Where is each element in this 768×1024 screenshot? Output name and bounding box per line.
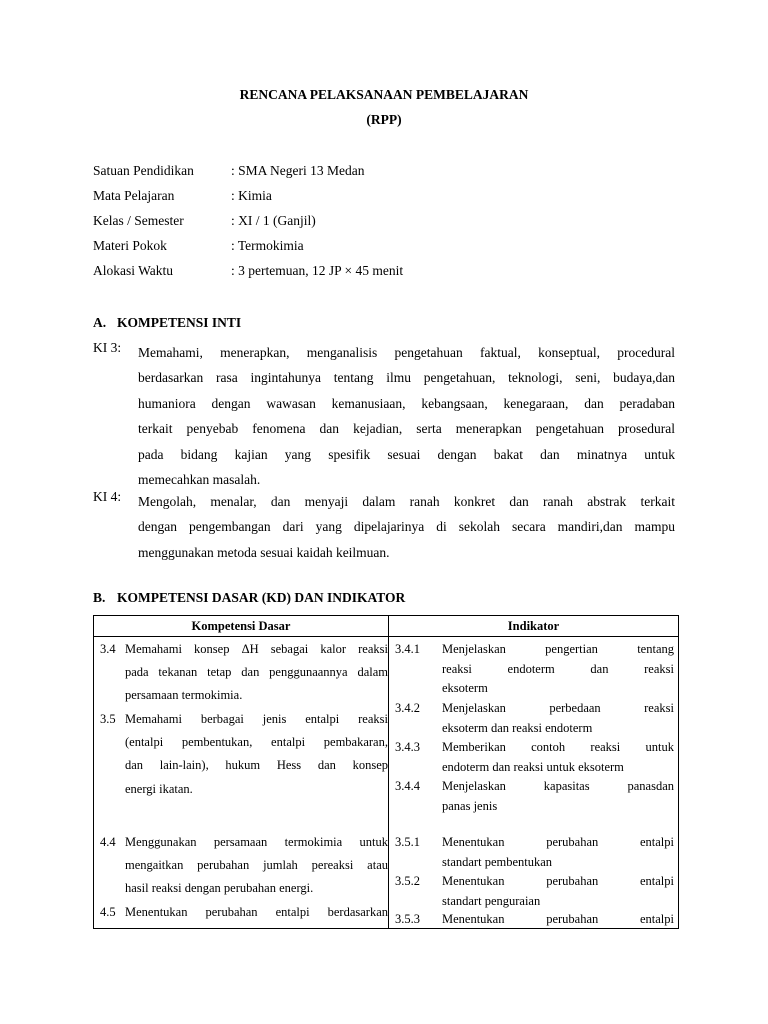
meta-value: : XI / 1 (Ganjil) <box>231 213 316 228</box>
ind-number: 3.5.1 <box>395 835 420 849</box>
ki3-line: humaniora dengan wawasan kemanusiaan, kebangsaan, kenegaraan, dan peradaban <box>138 395 675 411</box>
ind-number: 3.5.3 <box>395 912 420 926</box>
document-subtitle: (RPP) <box>366 112 402 127</box>
kd-line: persamaan termokimia. <box>125 688 243 703</box>
ind-number: 3.5.2 <box>395 874 420 888</box>
kd-column <box>94 637 389 929</box>
kd-indicator-table <box>93 615 679 929</box>
kd-line: Memahami konsep ΔH sebagai kalor reaksi <box>125 642 388 656</box>
meta-value: : Termokimia <box>231 238 304 253</box>
ind-text <box>442 699 674 738</box>
kd-text <box>125 831 388 901</box>
ind-line: Menjelaskan perbedaan reaksi <box>442 701 674 715</box>
ind-line: Menentukan perubahan entalpi <box>442 835 674 849</box>
ind-line: endoterm dan reaksi untuk eksoterm <box>442 759 624 774</box>
table-header-kd: Kompetensi Dasar <box>94 616 389 637</box>
ki3-line: Memahami, menerapkan, menganalisis pengetahuan faktual, konseptual, procedural <box>138 345 675 360</box>
indikator-column <box>389 637 679 929</box>
kd-number: 3.5 <box>100 712 116 726</box>
kd-text <box>125 901 388 924</box>
ki4-line: dengan pengembangan dari yang dipelajarinya di sekolah secara mandiri,dan mampu <box>138 519 675 535</box>
ki4-line: Mengolah, menalar, dan menyaji dalam ranah konkret dan ranah abstrak terkait <box>138 494 675 509</box>
ind-line: standart penguraian <box>442 893 541 908</box>
kd-line: energi ikatan. <box>125 781 193 796</box>
meta-row-mapel <box>93 188 693 208</box>
meta-value: : Kimia <box>231 188 272 203</box>
meta-label: Satuan Pendidikan <box>93 163 194 178</box>
ind-line: Menjelaskan kapasitas panasdan <box>442 779 674 793</box>
ind-line: Menentukan perubahan entalpi <box>442 912 674 926</box>
indikator-cell <box>389 637 678 928</box>
ki3-line: terkait penyebab fenomena dan kejadian, serta menerapkan pengetahuan prosedural <box>138 421 675 437</box>
ind-text <box>442 777 674 816</box>
ind-line: reaksi endoterm dan reaksi <box>442 661 674 676</box>
kd-line: mengaitkan perubahan jumlah pereaksi atau <box>125 858 388 873</box>
ki4-line: menggunakan metoda sesuai kaidah keilmuan. <box>138 544 390 560</box>
meta-value: : SMA Negeri 13 Medan <box>231 163 365 178</box>
ki3-line: memecahkan masalah. <box>138 471 261 487</box>
ki4-label: KI 4: <box>93 489 122 504</box>
section-a-heading <box>93 315 241 331</box>
ind-line: eksoterm <box>442 681 488 696</box>
kd-line: hasil reaksi dengan perubahan energi. <box>125 881 314 896</box>
ind-text <box>442 738 674 777</box>
ind-line: eksoterm dan reaksi endoterm <box>442 720 593 735</box>
kd-number: 4.5 <box>100 905 116 919</box>
table-header-indikator: Indikator <box>389 616 679 637</box>
meta-label: Materi Pokok <box>93 238 167 253</box>
ind-number: 3.4.1 <box>395 642 420 656</box>
kd-number: 3.4 <box>100 642 116 656</box>
meta-row-materi <box>93 238 693 258</box>
section-title: KOMPETENSI DASAR (KD) DAN INDIKATOR <box>117 590 406 605</box>
kd-line: Menggunakan persamaan termokimia untuk <box>125 835 388 849</box>
kd-line: dan lain-lain), hukum Hess dan konsep <box>125 758 388 773</box>
ind-text <box>442 640 674 699</box>
meta-label: Mata Pelajaran <box>93 188 175 203</box>
meta-row-satuan <box>93 163 693 183</box>
section-letter: B. <box>93 590 106 605</box>
table-header-row <box>94 616 679 637</box>
ki3-label: KI 3: <box>93 340 122 355</box>
ind-number: 3.4.2 <box>395 701 420 715</box>
meta-value: : 3 pertemuan, 12 JP × 45 menit <box>231 263 404 278</box>
table-row <box>94 637 679 929</box>
kd-line: Menentukan perubahan entalpi berdasarkan <box>125 905 388 919</box>
ki3-line: berdasarkan rasa ingintahunya tentang ilmu pengetahuan, teknologi, seni, budaya,dan <box>138 370 675 386</box>
ind-number: 3.4.4 <box>395 779 420 793</box>
ki4-body <box>138 489 675 565</box>
meta-label: Kelas / Semester <box>93 213 184 228</box>
ind-line: Memberikan contoh reaksi untuk <box>442 740 674 754</box>
kd-line: (entalpi pembentukan, entalpi pembakaran, <box>125 735 388 750</box>
ind-text <box>442 833 674 872</box>
meta-row-alokasi <box>93 263 693 283</box>
kd-line: pada tekanan tetap dan penggunaannya dalam <box>125 665 388 680</box>
kd-text <box>125 708 388 801</box>
ki3-body <box>138 340 675 365</box>
document-title: RENCANA PELAKSANAAN PEMBELAJARAN <box>239 87 529 102</box>
kd-cell <box>94 637 388 928</box>
section-title: KOMPETENSI INTI <box>117 315 242 330</box>
ind-line: standart pembentukan <box>442 854 553 869</box>
ind-text <box>442 872 674 911</box>
ind-line: panas jenis <box>442 798 498 813</box>
section-b-heading <box>93 590 405 606</box>
kd-number: 4.4 <box>100 835 116 849</box>
ind-line: Menjelaskan pengertian tentang <box>442 642 674 656</box>
ind-text <box>442 910 674 928</box>
kd-line: Memahami berbagai jenis entalpi reaksi <box>125 712 388 726</box>
meta-label: Alokasi Waktu <box>93 263 174 278</box>
ki3-line: pada bidang kajian yang spesifik sesuai dengan bakat dan minatnya untuk <box>138 446 675 462</box>
ki3-body-cont <box>138 365 675 492</box>
kd-text <box>125 638 388 708</box>
ind-number: 3.4.3 <box>395 740 420 754</box>
meta-row-kelas <box>93 213 693 233</box>
section-letter: A. <box>93 315 107 330</box>
ind-line: Menentukan perubahan entalpi <box>442 874 674 888</box>
